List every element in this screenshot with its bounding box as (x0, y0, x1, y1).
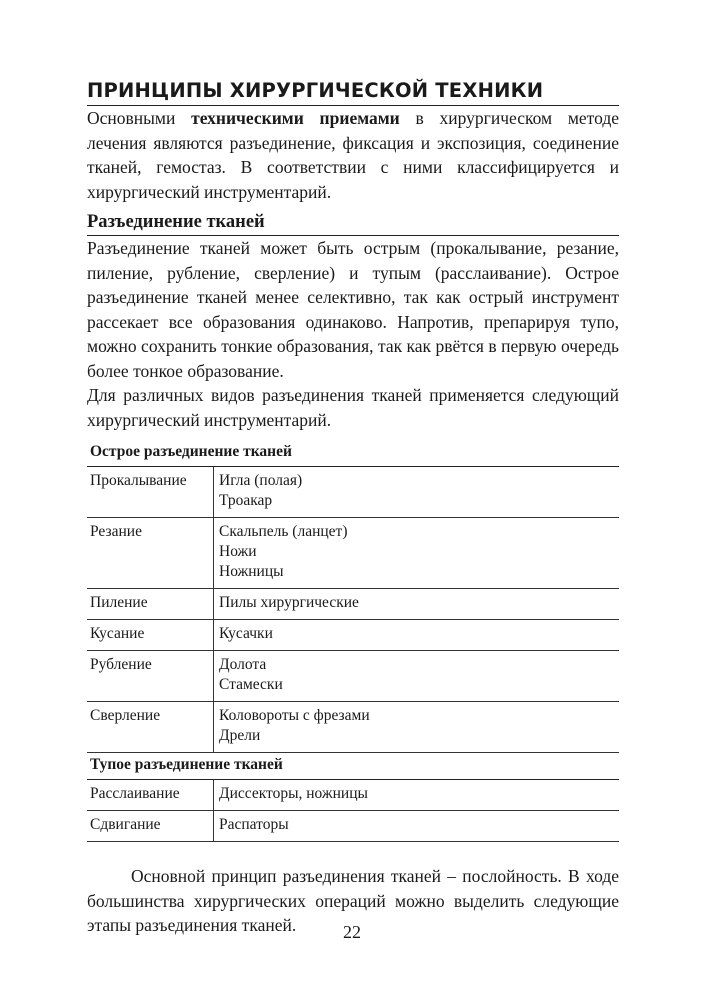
tool-item: Дрели (219, 727, 261, 744)
tools-cell (214, 651, 620, 702)
tool-item: Ножи (219, 543, 257, 560)
action-cell: Сдвигание (87, 811, 214, 842)
tool-item: Ножницы (219, 563, 284, 580)
tool-item: Долота (219, 656, 267, 673)
section-heading: Разъединение тканей (87, 210, 619, 236)
tool-item: Игла (полая) (219, 472, 303, 489)
tools-cell (214, 518, 620, 589)
tools-cell (214, 589, 620, 620)
action-cell: Прокалывание (87, 467, 214, 518)
tool-item: Скальпель (ланцет) (219, 523, 348, 540)
table-row (87, 467, 619, 518)
tools-cell (214, 467, 620, 518)
tools-cell (214, 780, 620, 811)
tool-item: Диссекторы, ножницы (219, 785, 368, 802)
tool-item: Кусачки (219, 625, 273, 642)
intro-pre: Основными (87, 108, 192, 128)
table-section-header: Острое разъединение тканей (87, 440, 619, 467)
page-number: 22 (343, 922, 361, 942)
tool-item: Троакар (219, 492, 273, 509)
paragraph-2: Для различных видов разъединения тканей применяется следующий хирургический инструментарий. (87, 385, 619, 430)
intro-post: в хирургическом методе лечения являются разъединение, фиксация и экспозиция, соединение тканей, гемостаз. В соответствии с ними классифицируется и хирургический инструментарий. (87, 108, 619, 202)
table-row (87, 620, 619, 651)
tool-item: Пилы хирургические (219, 594, 359, 611)
tool-item: Распаторы (219, 816, 289, 833)
paragraph-3: Основной принцип разъединения тканей – послойность. В ходе большинства хирургических операций можно выделить следующие этапы разъединения тканей. (87, 866, 619, 935)
action-cell: Сверление (87, 702, 214, 753)
action-cell: Резание (87, 518, 214, 589)
action-cell: Расслаивание (87, 780, 214, 811)
table-row (87, 780, 619, 811)
action-cell: Рубление (87, 651, 214, 702)
intro-paragraph (87, 106, 619, 204)
tools-cell (214, 702, 620, 753)
action-cell: Кусание (87, 620, 214, 651)
table-row (87, 518, 619, 589)
tool-item: Стамески (219, 676, 283, 693)
sharp-separation-header (87, 440, 619, 467)
table-row (87, 811, 619, 842)
table-section-header: Тупое разъединение тканей (87, 753, 619, 780)
intro-bold: техническими приемами (191, 108, 400, 128)
page-content (87, 78, 619, 938)
instrument-table (87, 440, 619, 842)
paragraph-1: Разъединение тканей может быть острым (прокалывание, резание, пиление, рубление, сверление) и тупым (расслаивание). Острое разъединение тканей менее селективно, так как острый инструмент рассекает все образования одинаково. Напротив, препарируя тупо, можно сохранить тонкие образования, так как рвётся в первую очередь более тонкое образование. (87, 238, 619, 381)
tools-cell (214, 811, 620, 842)
table-row (87, 651, 619, 702)
tools-cell (214, 620, 620, 651)
table-row (87, 589, 619, 620)
tool-item: Коловороты с фрезами (219, 707, 370, 724)
action-cell: Пиление (87, 589, 214, 620)
table-row (87, 702, 619, 753)
page-title: ПРИНЦИПЫ ХИРУРГИЧЕСКОЙ ТЕХНИКИ (87, 78, 619, 106)
blunt-separation-header (87, 753, 619, 780)
